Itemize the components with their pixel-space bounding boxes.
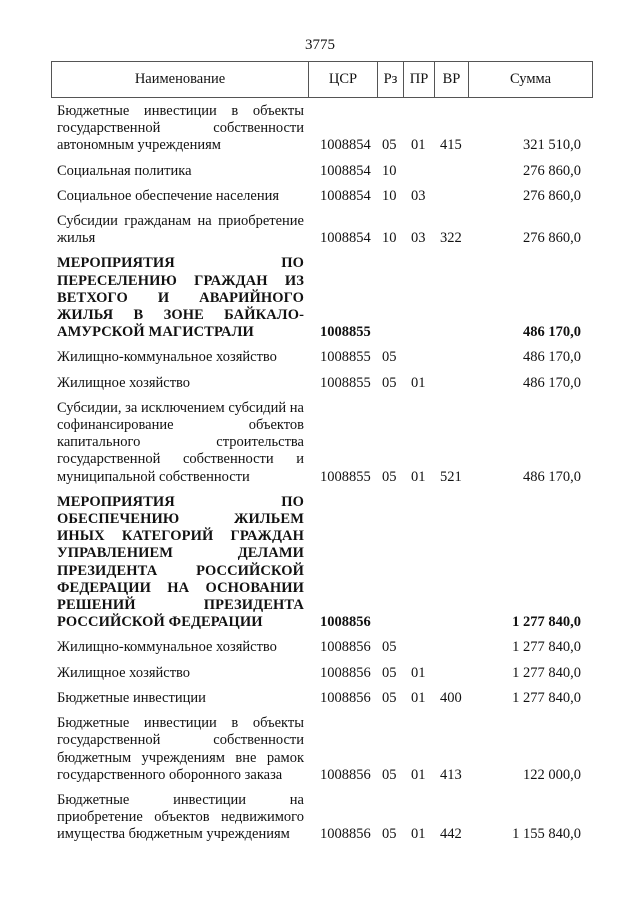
table-row xyxy=(57,163,597,180)
row-rz: 10 xyxy=(382,162,397,179)
row-name: Субсидии, за исключением субсидий на софинансирование объектов капитального строительства государственной собственности и муниципальной собственности xyxy=(57,399,304,485)
table-row xyxy=(57,639,597,656)
row-csr: 1008856 xyxy=(320,664,371,681)
table-row xyxy=(57,188,597,205)
row-sum: 486 170,0 xyxy=(523,374,581,391)
page-number: 3775 xyxy=(305,37,335,53)
table-row xyxy=(57,715,597,784)
row-sum: 1 277 840,0 xyxy=(512,614,581,631)
row-name: Бюджетные инвестиции в объекты государственной собственности автономным учреждениям xyxy=(57,103,304,154)
row-pr: 03 xyxy=(411,230,426,247)
row-name: Субсидии гражданам на приобретение жилья xyxy=(57,213,304,247)
row-rz: 05 xyxy=(382,374,397,391)
table-row xyxy=(57,375,597,392)
row-name: Жилищное хозяйство xyxy=(57,664,191,681)
table-row xyxy=(57,400,597,486)
row-pr: 03 xyxy=(411,187,426,204)
table-row xyxy=(57,792,597,844)
row-pr: 01 xyxy=(411,664,426,681)
row-sum: 122 000,0 xyxy=(523,766,581,783)
row-name: Бюджетные инвестиции в объекты государственной собственности бюджетным учреждениям вне рамок государственного оборонного заказа xyxy=(57,715,304,783)
row-vr: 413 xyxy=(440,766,462,783)
row-name: Жилищное хозяйство xyxy=(57,374,191,391)
header-name: Наименование xyxy=(52,62,309,97)
row-sum: 1 277 840,0 xyxy=(512,689,581,706)
table-row xyxy=(57,213,597,247)
header-pr: ПР xyxy=(404,62,435,97)
table-row xyxy=(57,103,597,155)
row-rz: 05 xyxy=(382,137,397,154)
row-csr: 1008855 xyxy=(320,324,371,341)
row-csr: 1008856 xyxy=(320,639,371,656)
row-sum: 1 277 840,0 xyxy=(512,639,581,656)
row-rz: 05 xyxy=(382,766,397,783)
row-rz: 05 xyxy=(382,664,397,681)
row-csr: 1008855 xyxy=(320,349,371,366)
row-sum: 321 510,0 xyxy=(523,137,581,154)
row-vr: 400 xyxy=(440,689,462,706)
row-csr: 1008856 xyxy=(320,766,371,783)
row-pr: 01 xyxy=(411,137,426,154)
row-sum: 486 170,0 xyxy=(523,468,581,485)
table-row-section xyxy=(57,494,597,632)
table-body xyxy=(57,103,597,852)
header-sum: Сумма xyxy=(509,71,552,87)
table-row xyxy=(57,665,597,682)
row-pr: 01 xyxy=(411,374,426,391)
row-csr: 1008855 xyxy=(320,468,371,485)
row-pr: 01 xyxy=(411,468,426,485)
row-name: Социальная политика xyxy=(57,162,192,179)
row-name: Жилищно-коммунальное хозяйство xyxy=(57,639,277,656)
row-rz: 10 xyxy=(382,230,397,247)
table-row-section xyxy=(57,255,597,341)
row-sum: 276 860,0 xyxy=(523,230,581,247)
header-vr: ВР xyxy=(435,62,469,97)
row-sum: 486 170,0 xyxy=(523,349,581,366)
row-name: Жилищно-коммунальное хозяйство xyxy=(57,349,277,366)
row-csr: 1008854 xyxy=(320,230,371,247)
row-sum: 486 170,0 xyxy=(523,324,581,341)
row-pr: 01 xyxy=(411,766,426,783)
row-csr: 1008854 xyxy=(320,187,371,204)
row-csr: 1008856 xyxy=(320,689,371,706)
row-csr: 1008854 xyxy=(320,137,371,154)
header-rz: Рз xyxy=(378,62,404,97)
row-vr: 521 xyxy=(440,468,462,485)
table-row xyxy=(57,690,597,707)
row-rz: 05 xyxy=(382,349,397,366)
row-rz: 10 xyxy=(382,187,397,204)
row-sum: 1 277 840,0 xyxy=(512,664,581,681)
row-name: МЕРОПРИЯТИЯ ПО ОБЕСПЕЧЕНИЮ ЖИЛЬЕМ ИНЫХ КАТЕГОРИЙ ГРАЖДАН УПРАВЛЕНИЕМ ДЕЛАМИ ПРЕЗИДЕНТА РОССИЙСКОЙ ФЕДЕРАЦИИ НА ОСНОВАНИИ РЕШЕНИЙ ПРЕЗИДЕНТА РОССИЙСКОЙ ФЕДЕРАЦИИ xyxy=(57,493,304,631)
row-rz: 05 xyxy=(382,689,397,706)
table-row xyxy=(57,349,597,366)
row-vr: 442 xyxy=(440,826,462,843)
row-name: Бюджетные инвестиции xyxy=(57,689,206,706)
row-rz: 05 xyxy=(382,826,397,843)
row-sum: 276 860,0 xyxy=(523,187,581,204)
row-csr: 1008856 xyxy=(320,826,371,843)
row-sum: 276 860,0 xyxy=(523,162,581,179)
row-csr: 1008856 xyxy=(320,614,371,631)
row-rz: 05 xyxy=(382,639,397,656)
row-sum: 1 155 840,0 xyxy=(512,826,581,843)
row-name: Бюджетные инвестиции на приобретение объектов недвижимого имущества бюджетным учреждениям xyxy=(57,791,304,843)
row-name: МЕРОПРИЯТИЯ ПО ПЕРЕСЕЛЕНИЮ ГРАЖДАН ИЗ ВЕТХОГО И АВАРИЙНОГО ЖИЛЬЯ В ЗОНЕ БАЙКАЛО-АМУРСКОЙ МАГИСТРАЛИ xyxy=(57,255,304,341)
row-pr: 01 xyxy=(411,826,426,843)
row-vr: 415 xyxy=(440,137,462,154)
row-csr: 1008854 xyxy=(320,162,371,179)
header-csr: ЦСР xyxy=(309,62,378,97)
row-pr: 01 xyxy=(411,689,426,706)
row-rz: 05 xyxy=(382,468,397,485)
row-vr: 322 xyxy=(440,230,462,247)
row-name: Социальное обеспечение населения xyxy=(57,187,280,204)
table-header xyxy=(51,61,593,98)
row-csr: 1008855 xyxy=(320,374,371,391)
